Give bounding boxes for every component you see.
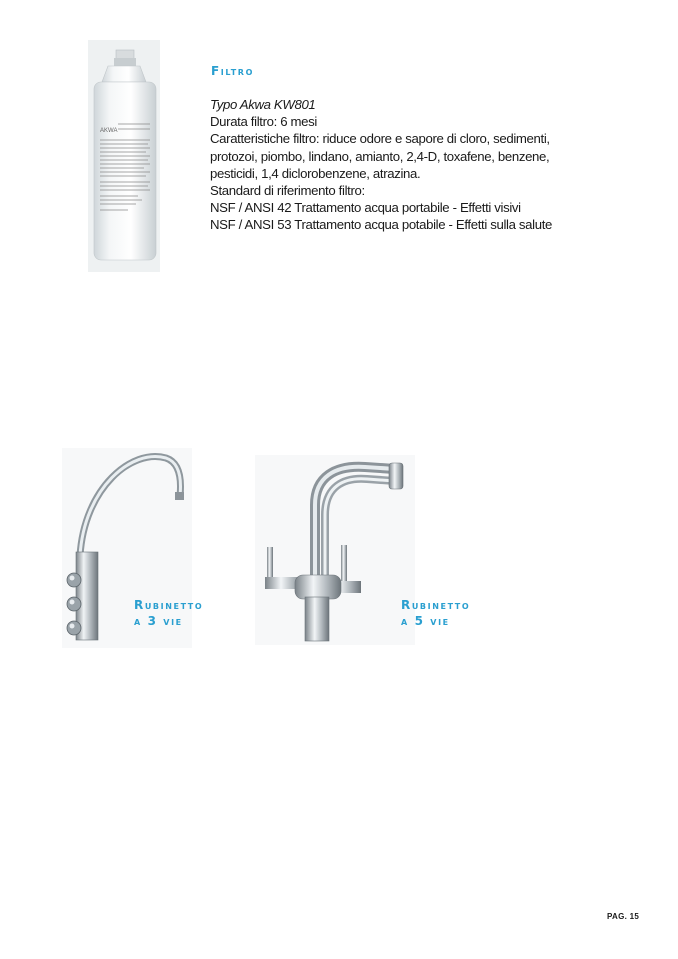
filter-desc-line: NSF / ANSI 42 Trattamento acqua portabile - Effetti visivi xyxy=(210,200,521,216)
filter-cartridge-image xyxy=(88,40,160,272)
filter-desc-line: Caratteristiche filtro: riduce odore e sapore di cloro, sedimenti, xyxy=(210,131,550,147)
filter-desc-line: protozoi, piombo, lindano, amianto, 2,4-D, toxafene, benzene, xyxy=(210,148,550,164)
faucet-3-way-label-line2: a 3 vie xyxy=(134,614,183,628)
filter-desc-line: NSF / ANSI 53 Trattamento acqua potabile - Effetti sulla salute xyxy=(210,217,553,233)
filter-description xyxy=(210,96,610,234)
filter-desc-line: pesticidi, 1,4 diclorobenzene, atrazina. xyxy=(210,165,421,181)
filter-section-title: Filtro xyxy=(211,64,254,78)
filter-brand-text: AKWA xyxy=(100,128,118,134)
filter-model: Typo Akwa KW801 xyxy=(210,97,316,112)
faucet-5-way-label-line2: a 5 vie xyxy=(401,614,450,628)
faucet-5-way-label xyxy=(401,597,470,629)
faucet-3-way-label xyxy=(134,597,203,629)
faucet-3-way-label-line1: Rubinetto xyxy=(134,598,204,612)
filter-desc-line: Durata filtro: 6 mesi xyxy=(210,114,317,130)
filter-desc-line: Standard di riferimento filtro: xyxy=(210,183,365,199)
faucet-5-way-label-line1: Rubinetto xyxy=(401,598,471,612)
page-number: PAG. 15 xyxy=(607,912,640,921)
faucet-5-way-image xyxy=(255,455,415,645)
